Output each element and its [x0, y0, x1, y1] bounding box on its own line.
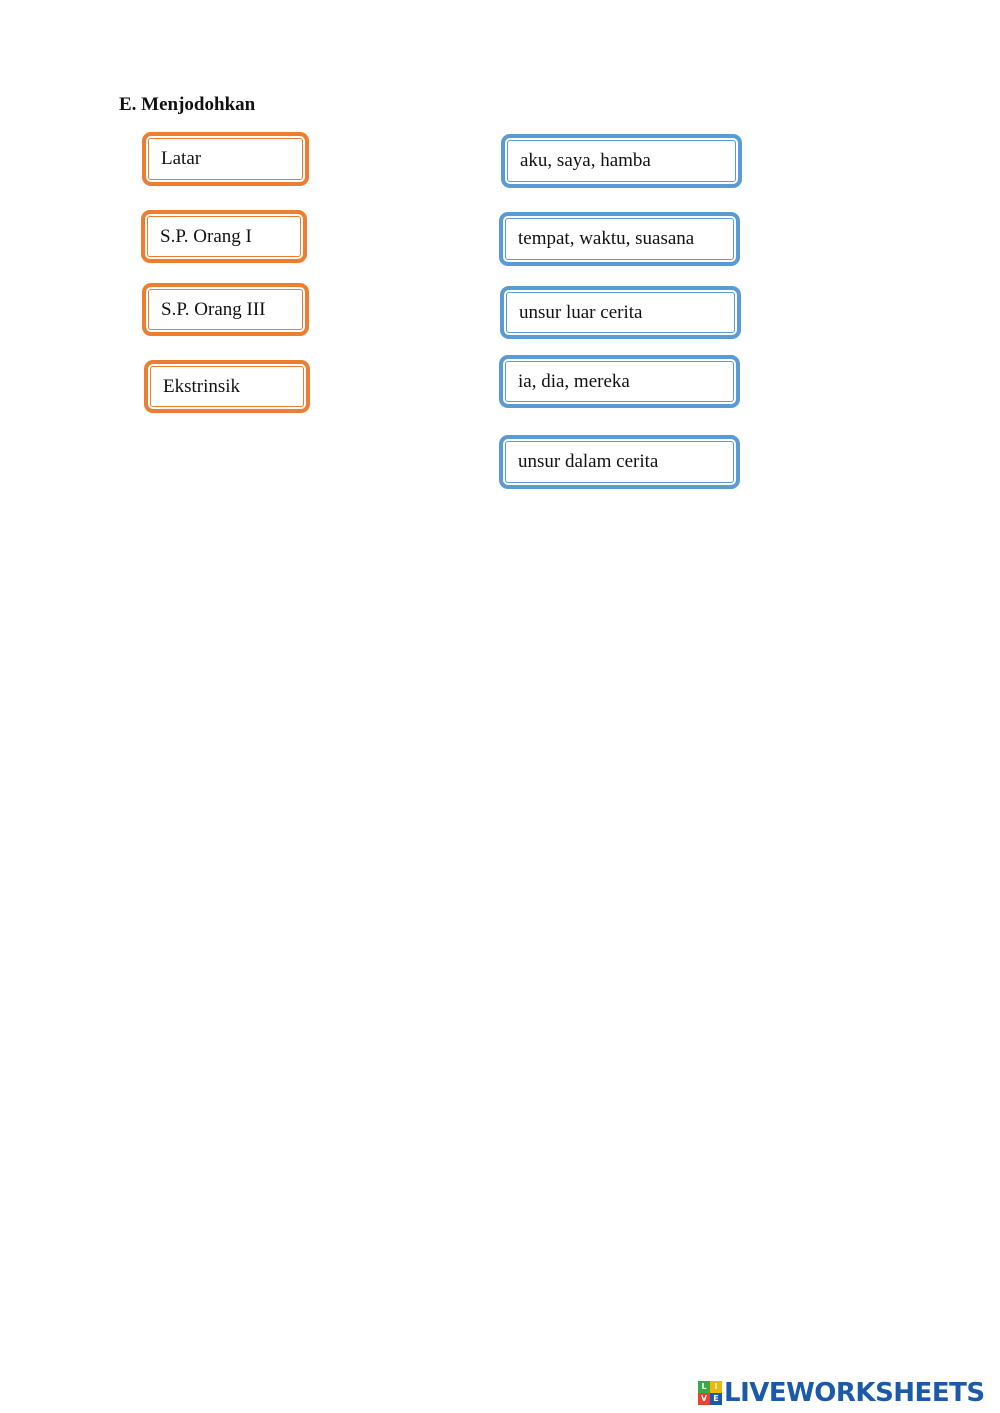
right-card-label: ia, dia, mereka	[505, 361, 734, 402]
left-card-label: S.P. Orang III	[148, 289, 303, 330]
left-card-sp-orang-iii[interactable]	[142, 283, 309, 336]
logo-mark-letter: V	[698, 1393, 710, 1405]
right-card-unsur-luar-cerita[interactable]	[500, 286, 741, 339]
right-card-tempat-waktu-suasana[interactable]	[499, 212, 740, 266]
liveworksheets-logo	[698, 1378, 985, 1408]
logo-mark-letter: L	[698, 1381, 710, 1393]
left-card-label: Ekstrinsik	[150, 366, 304, 407]
live-logo-mark-icon	[698, 1381, 722, 1405]
right-card-label: unsur luar cerita	[506, 292, 735, 333]
page-title: E. Menjodohkan	[119, 94, 256, 115]
left-card-label: Latar	[148, 138, 303, 180]
left-card-sp-orang-i[interactable]	[141, 210, 307, 263]
logo-mark-letter: I	[710, 1381, 722, 1393]
left-card-label: S.P. Orang I	[147, 216, 301, 257]
right-card-aku-saya-hamba[interactable]	[501, 134, 742, 188]
left-card-latar[interactable]	[142, 132, 309, 186]
logo-mark-letter: E	[710, 1393, 722, 1405]
right-card-label: aku, saya, hamba	[507, 140, 736, 182]
right-card-ia-dia-mereka[interactable]	[499, 355, 740, 408]
right-card-label: unsur dalam cerita	[505, 441, 734, 483]
right-card-label: tempat, waktu, suasana	[505, 218, 734, 260]
right-card-unsur-dalam-cerita[interactable]	[499, 435, 740, 489]
logo-text: LIVEWORKSHEETS	[724, 1378, 985, 1408]
left-card-ekstrinsik[interactable]	[144, 360, 310, 413]
